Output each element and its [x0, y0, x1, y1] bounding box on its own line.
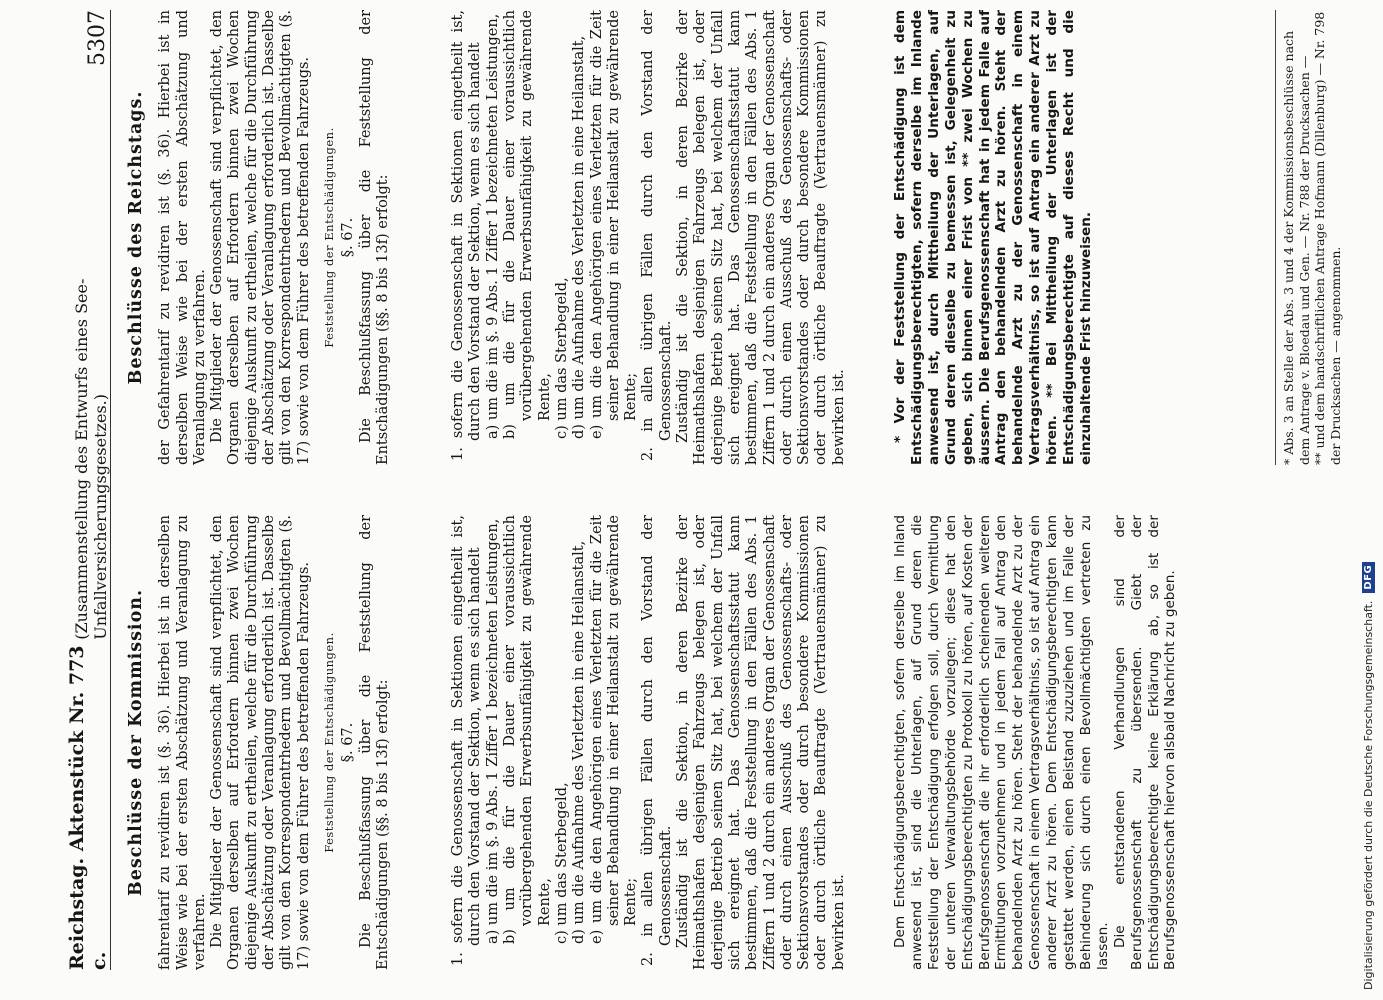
left-para-1: fahrentarif zu revidiren ist (§. 36). Hierbei ist in derselben Weise wie bei der ersten Abschätzung und Veranlagung zu verfahren. — [157, 515, 208, 970]
left-item-1c: c) um das Sterbegeld, — [553, 782, 570, 944]
left-item-1b: b) um die für die Dauer einer voraussichtlich vorübergehenden Erwerbsunfähigkeit zu gewährende Rente, — [502, 515, 553, 944]
rotated-page — [66, 10, 1383, 970]
header-title: Reichstag. Aktenstück Nr. 773 c. — [66, 645, 110, 970]
left-item-1d: d) um die Aufnahme des Verletzten in eine Heilanstalt, — [571, 540, 588, 944]
footnote-1: * Abs. 3 an Stelle der Abs. 3 und 4 der Kommissionsbeschlüsse nach dem Antrage v. Bloedau und Gen. — Nr. 788 der Drucksachen — — [1281, 30, 1312, 465]
left-para-3: Die Beschlußfassung über die Feststellung der Entschädigungen (§§. 8 bis 13f) erfolgt: — [357, 515, 391, 970]
left-item-1e: e) um die den Angehörigen eines Verletzten für die Zeit seiner Behandlung in einer Heilanstalt zu gewährende Rente; — [588, 515, 640, 944]
left-para-4: Zuständig ist die Sektion, in deren Bezirke der Heimathshafen desjenigen Fahrzeugs belegen ist, oder derjenige Betrieb seinen Sitz hat, bei welchem der Unfall sich ereignet hat. Das Genossenschaftsstatut kann bestimmen, daß die Feststellung in den Fällen des Abs. 1 Ziffern 1 und 2 durch ein anderes Organ der Genossenschaft oder durch einen Ausschuß des Genossenschafts- oder Sektionsvorstandes oder durch besondere Kommissionen oder durch örtliche Beauftragte (Vertrauensmänner) zu bewirken ist. — [675, 515, 847, 970]
right-item-1c: c) um das Sterbegeld, — [553, 277, 570, 439]
left-column — [122, 515, 1179, 970]
right-para-3: Die Beschlußfassung über die Feststellung der Entschädigungen (§§. 8 bis 13f) erfolgt: — [357, 10, 391, 465]
left-para-2: Die Mitglieder der Genossenschaft sind verpflichtet, den Organen derselben auf Erfordern binnen zwei Wochen diejenige Auskunft zu ertheilen, welche für die Durchführung der Abschätzung oder Veranlagung erforderlich ist. Dasselbe gilt von den Korrespondentrhedern und Bevollmächtigten (§. 17) sowie von dem Führer des betreffenden Fahrzeugs. — [209, 515, 312, 970]
header-subtitle: (Zusammenstellung des Entwurfs eines See-Unfallversicherungsgesetzes.) — [72, 278, 110, 640]
right-item-1a: a) um die im §. 9 Abs. 1 Ziffer 1 bezeichneten Leistungen, — [484, 13, 501, 439]
right-item-1b: b) um die für die Dauer einer voraussichtlich vorübergehenden Erwerbsunfähigkeit zu gewährende Rente, — [502, 10, 553, 439]
left-item-2: 2. in allen übrigen Fällen durch den Vorstand der Genossenschaft. — [640, 515, 674, 966]
right-item-list — [450, 10, 675, 465]
right-section-number: §. 67. — [340, 217, 357, 258]
page-number: 5307 — [85, 10, 110, 66]
credit-text: Digitalisierung gefördert durch die Deutsche Forschungsgemeinschaft. — [1362, 600, 1375, 990]
right-small-heading: Feststellung der Entschädigungen. — [321, 127, 336, 348]
digitization-credit — [1362, 5, 1375, 990]
footnote-2: ** und dem handschriftlichen Antrage Hofmann (Dillenburg) — Nr. 798 der Drucksachen — angenommen. — [1312, 11, 1343, 465]
left-para-6: Die entstandenen Verhandlungen sind der Berufsgenossenschaft zu übersenden. Giebt der Entschädigungsberechtigte keine Erklärung ab, so ist der Berufsgenossenschaft hiervon alsbald Nachricht zu geben. — [1111, 515, 1179, 970]
left-small-heading: Feststellung der Entschädigungen. — [321, 632, 336, 853]
right-para-2: Die Mitglieder der Genossenschaft sind verpflichtet, den Organen derselben auf Erfordern binnen zwei Wochen diejenige Auskunft zu ertheilen, welche für die Durchführung der Abschätzung oder Veranlagung erforderlich ist. Dasselbe gilt von den Korrespondentrhedern und Bevollmächtigten (§. 17) sowie von dem Führer des betreffenden Fahrzeugs. — [209, 10, 312, 465]
right-item-1e: e) um die den Angehörigen eines Verletzten für die Zeit seiner Behandlung in einer Heilanstalt zu gewährende Rente; — [588, 10, 640, 439]
left-section-number: §. 67. — [340, 722, 357, 763]
page-header — [66, 10, 111, 970]
left-para-5: Dem Entschädigungsberechtigten, sofern derselbe im Inland anwesend ist, sind die Unterlagen, auf Grund deren die Feststellung der Entschädigung erfolgen soll, durch Vermittlung der unteren Verwaltungsbehörde vorzulegen; diese hat den Entschädigungsberechtigten zu Protokoll zu hören, auf Kosten der Berufsgenossenschaft die ihr erforderlich scheinenden weiteren Ermittlungen vorzunehmen und in jedem Fall auf Antrag den behandelnden Arzt zu hören. Steht der behandelnde Arzt zu der Genossenschaft in einem Vertragsverhältniss, so ist auf Antrag ein anderer Arzt zu hören. Dem Entschädigungsberechtigten kann gestattet werden, einen Beistand zuzuziehen und im Falle der Behinderung sich durch einen Bevollmächtigten vertreten zu lassen. — [891, 515, 1111, 970]
right-column-title: Beschlüsse des Reichstags. — [126, 90, 146, 385]
right-column — [122, 10, 1095, 465]
left-item-1a: a) um die im §. 9 Abs. 1 Ziffer 1 bezeichneten Leistungen, — [484, 518, 501, 944]
dfg-logo: DFG — [1362, 562, 1375, 593]
right-item-1d: d) um die Aufnahme des Verletzten in eine Heilanstalt, — [571, 35, 588, 439]
right-para-4: Zuständig ist die Sektion, in deren Bezirke der Heimathshafen desjenigen Fahrzeugs belegen ist, oder derjenige Betrieb seinen Sitz hat, bei welchem der Unfall sich ereignet hat. Das Genossenschaftsstatut kann bestimmen, daß die Feststellung in den Fällen des Abs. 1 Ziffern 1 und 2 durch ein anderes Organ der Genossenschaft oder durch einen Ausschuß des Genossenschafts- oder Sektionsvorstandes oder durch besondere Kommissionen oder durch örtliche Beauftragte (Vertrauensmänner) zu bewirken ist. — [675, 10, 847, 465]
right-item-2: 2. in allen übrigen Fällen durch den Vorstand der Genossenschaft. — [640, 10, 674, 461]
right-para-1: der Gefahrentarif zu revidiren ist (§. 36). Hierbei ist in derselben Weise wie bei der ersten Abschätzung und Veranlagung zu verfahren. — [157, 10, 208, 465]
right-item-1: 1. sofern die Genossenschaft in Sektionen eingetheilt ist, durch den Vorstand der Sektion, wenn es sich handelt — [450, 10, 484, 461]
left-item-1: 1. sofern die Genossenschaft in Sektionen eingetheilt ist, durch den Vorstand der Sektion, wenn es sich handelt — [450, 515, 484, 966]
footnotes — [1275, 10, 1343, 465]
left-column-title: Beschlüsse der Kommission. — [126, 588, 146, 897]
right-para-5: * Vor der Feststellung der Entschädigung ist dem Entschädigungsberechtigten, sofern derselbe im Inlande anwesend ist, durch Mittheilung der Unterlagen, auf Grund deren dieselbe zu bemessen ist, Gelegenheit zu geben, sich binnen einer Frist von ** zwei Wochen zu äussern. Die Berufsgenossenschaft hat in jedem Falle auf Antrag den behandelnden Arzt zu hören. Steht der behandelnde Arzt zu der Genossenschaft in einem Vertragsverhältniss, so ist auf Antrag ein anderer Arzt zu hören. ** Bei Mittheilung der Unterlagen ist der Entschädigungsberechtigte auf dieses Recht und die einzuhaltende Frist hinzuweisen. — [891, 10, 1094, 465]
left-item-list — [450, 515, 675, 970]
